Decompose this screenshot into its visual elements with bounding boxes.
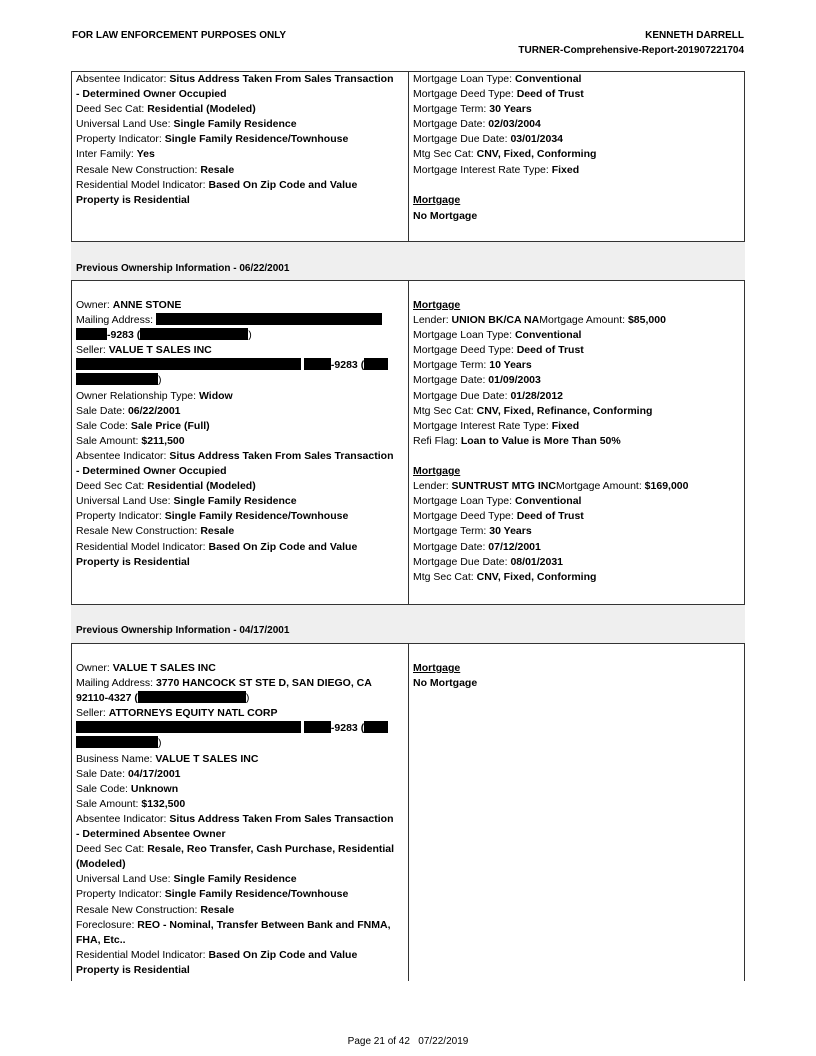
mortgage-column	[409, 72, 744, 241]
sale-details-column	[72, 281, 409, 604]
mortgage-heading: Mortgage	[413, 193, 461, 206]
mortgage-column	[409, 281, 744, 604]
field-line: Mortgage Date: 01/09/2003	[413, 374, 541, 387]
sale-details-column	[72, 644, 409, 981]
redaction-bar	[76, 736, 158, 748]
field-line: Mortgage Date: 07/12/2001	[413, 540, 541, 553]
field-line: Mortgage Date: 02/03/2004	[413, 118, 541, 131]
redaction-bar	[76, 358, 301, 370]
redaction-bar	[140, 328, 248, 340]
field-line: Mortgage Deed Type: Deed of Trust	[413, 344, 584, 357]
field-line: Mortgage Term: 30 Years	[413, 525, 532, 538]
mortgage-column	[409, 644, 744, 981]
field-line: Mortgage Interest Rate Type: Fixed	[413, 419, 580, 432]
seller-address-line-2: )	[76, 736, 404, 751]
field-line: Mortgage Due Date: 03/01/2034	[413, 133, 564, 146]
field-line: Owner Relationship Type: Widow	[76, 389, 233, 402]
report-id: TURNER-Comprehensive-Report-201907221704	[518, 45, 744, 56]
field-line: Property Indicator: Single Family Residence/Townhouse	[76, 133, 349, 146]
owner-line: Owner: VALUE T SALES INC	[76, 662, 216, 674]
field-line: Mortgage Due Date: 01/28/2012	[413, 389, 564, 402]
redaction-bar	[76, 328, 107, 340]
mailing-address-line-2: 92110-4327 ( )	[76, 692, 250, 705]
section-title-3: Previous Ownership Information - 04/17/2001	[71, 605, 745, 643]
field-line: Absentee Indicator: Situs Address Taken From Sales Transaction	[76, 73, 394, 85]
no-mortgage-label: No Mortgage	[413, 677, 478, 690]
field-line: Mortgage Term: 30 Years	[413, 103, 532, 116]
owner-line: Owner: ANNE STONE	[76, 299, 182, 311]
field-line: Mortgage Loan Type: Conventional	[413, 329, 582, 342]
mailing-address-line-2: -9283 ( )	[76, 328, 404, 343]
field-line: Mortgage Term: 10 Years	[413, 359, 532, 372]
field-line: Mortgage Loan Type: Conventional	[413, 495, 582, 508]
seller-address-line: -9283 (	[76, 721, 404, 736]
field-line: - Determined Absentee Owner	[76, 828, 226, 841]
redaction-bar	[76, 373, 158, 385]
field-line: Resale New Construction: Resale	[76, 163, 235, 176]
field-line: Mortgage Interest Rate Type: Fixed	[413, 163, 580, 176]
field-line: FHA, Etc..	[76, 933, 126, 946]
redaction-bar	[364, 358, 388, 370]
field-line: Mtg Sec Cat: CNV, Fixed, Conforming	[413, 570, 597, 583]
field-line: Residential Model Indicator: Based On Zip Code and Value	[76, 948, 358, 961]
field-line: - Determined Owner Occupied	[76, 465, 227, 478]
ownership-table-2	[71, 280, 745, 605]
field-line: Resale New Construction: Resale	[76, 903, 235, 916]
field-line: Residential Model Indicator: Based On Zip Code and Value	[76, 178, 358, 191]
field-line: Absentee Indicator: Situs Address Taken From Sales Transaction	[76, 449, 394, 462]
report-subject-name: KENNETH DARRELL	[645, 30, 744, 41]
mortgage-heading: Mortgage	[413, 465, 461, 478]
field-line: Sale Amount: $211,500	[76, 434, 185, 447]
redaction-bar	[156, 313, 382, 325]
field-line: Property Indicator: Single Family Residence/Townhouse	[76, 510, 349, 523]
redaction-bar	[138, 691, 246, 703]
field-line: Inter Family: Yes	[76, 148, 155, 161]
section-title-2: Previous Ownership Information - 06/22/2001	[71, 242, 745, 280]
header-right	[518, 28, 744, 58]
field-line: Sale Date: 06/22/2001	[76, 404, 181, 417]
seller-line: Seller: ATTORNEYS EQUITY NATL CORP	[76, 707, 278, 720]
field-line: Residential Model Indicator: Based On Zip Code and Value	[76, 540, 358, 553]
field-line: Sale Code: Sale Price (Full)	[76, 419, 210, 432]
page-footer: Page 21 of 42 07/22/2019	[347, 1036, 469, 1047]
no-mortgage-label: No Mortgage	[413, 209, 478, 222]
field-line: Property is Residential	[76, 193, 190, 206]
lender-line: Lender: SUNTRUST MTG INCMortgage Amount: $169,000	[413, 480, 689, 493]
field-line: Universal Land Use: Single Family Residence	[76, 118, 297, 131]
field-line: Universal Land Use: Single Family Residence	[76, 873, 297, 886]
field-line: (Modeled)	[76, 858, 126, 871]
mortgage-heading: Mortgage	[413, 662, 461, 674]
redaction-bar	[304, 358, 331, 370]
mailing-address-line: Mailing Address:	[76, 313, 404, 328]
ownership-table-continued	[71, 71, 745, 242]
field-line: Sale Date: 04/17/2001	[76, 767, 181, 780]
field-line: Business Name: VALUE T SALES INC	[76, 752, 259, 765]
field-line: Deed Sec Cat: Residential (Modeled)	[76, 480, 256, 493]
seller-address-line-2: )	[76, 373, 404, 388]
field-line: Universal Land Use: Single Family Residence	[76, 495, 297, 508]
field-line: Sale Amount: $132,500	[76, 797, 186, 810]
field-line: Mtg Sec Cat: CNV, Fixed, Conforming	[413, 148, 597, 161]
field-line: Property is Residential	[76, 555, 190, 568]
field-line: Foreclosure: REO - Nominal, Transfer Between Bank and FNMA,	[76, 918, 391, 931]
field-line: Deed Sec Cat: Resale, Reo Transfer, Cash Purchase, Residential	[76, 843, 395, 856]
field-line: Mtg Sec Cat: CNV, Fixed, Refinance, Conforming	[413, 404, 653, 417]
seller-line: Seller: VALUE T SALES INC	[76, 344, 212, 357]
ownership-table-3	[71, 643, 745, 981]
field-line: Mortgage Due Date: 08/01/2031	[413, 555, 564, 568]
field-line: Mortgage Deed Type: Deed of Trust	[413, 510, 584, 523]
field-line: Refi Flag: Loan to Value is More Than 50%	[413, 434, 621, 447]
field-line: Property Indicator: Single Family Residence/Townhouse	[76, 888, 349, 901]
field-line: Deed Sec Cat: Residential (Modeled)	[76, 103, 256, 116]
redaction-bar	[364, 721, 388, 733]
lender-line: Lender: UNION BK/CA NAMortgage Amount: $85,000	[413, 314, 666, 327]
field-line: Absentee Indicator: Situs Address Taken From Sales Transaction	[76, 812, 394, 825]
mortgage-heading: Mortgage	[413, 299, 461, 311]
mailing-address-line: Mailing Address: 3770 HANCOCK ST STE D, SAN DIEGO, CA	[76, 677, 372, 690]
redaction-bar	[304, 721, 331, 733]
header-left: FOR LAW ENFORCEMENT PURPOSES ONLY	[72, 30, 287, 41]
sale-details-column	[72, 72, 409, 241]
seller-address-line: -9283 (	[76, 358, 404, 373]
field-line: - Determined Owner Occupied	[76, 88, 227, 101]
field-line: Mortgage Loan Type: Conventional	[413, 73, 582, 85]
field-line: Property is Residential	[76, 963, 190, 976]
field-line: Sale Code: Unknown	[76, 782, 179, 795]
field-line: Resale New Construction: Resale	[76, 525, 235, 538]
redaction-bar	[76, 721, 301, 733]
field-line: Mortgage Deed Type: Deed of Trust	[413, 88, 584, 101]
